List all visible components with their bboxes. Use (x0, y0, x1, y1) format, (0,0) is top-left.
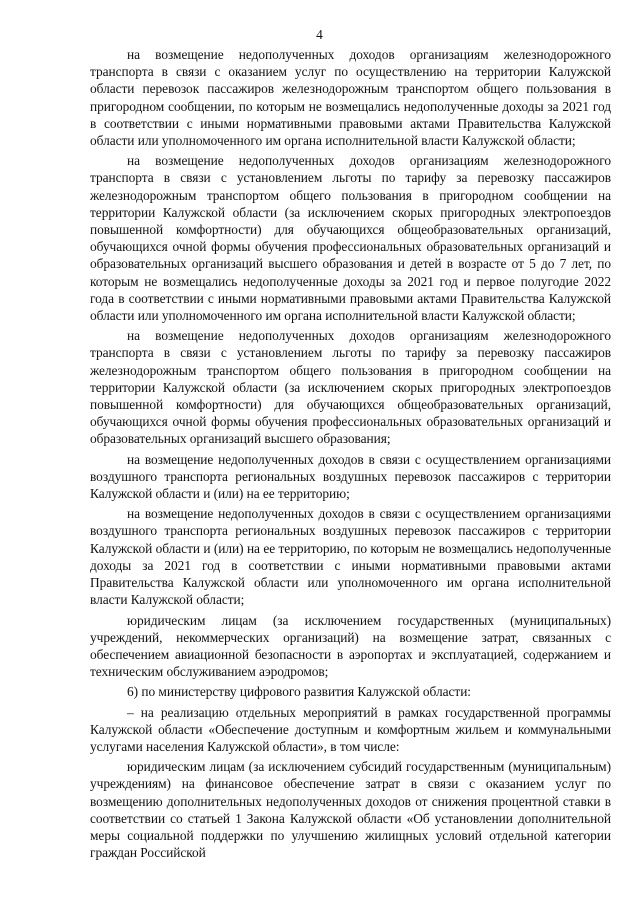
paragraph-rail-student-benefit: на возмещение недополученных доходов организациям железнодорожного транспорта в связи с установлением льготы по тарифу за перевозку пассажиров железнодорожным транспортом общего пользования в пригородном сообщении на территории Калужской области (за исключением скорых пригородных электропоездов повышенной комфортности) для обучающихся общеобразовательных организаций, обучающихся очной формы обучения профессиональных образовательных организаций и образовательных организаций высшего образования; (90, 328, 611, 447)
paragraph-aviation-security-airports: юридическим лицам (за исключением государственных (муниципальных) учреждений, некоммерческих организаций) на возмещение затрат, связанных с обеспечением авиационной безопасности в аэропортах и эксплуатацией, содержанием и техническим обслуживанием аэродромов; (90, 612, 611, 680)
paragraph-rail-suburban-revenue-2021: на возмещение недополученных доходов организациям железнодорожного транспорта в связи с оказанием услуг по осуществлению на территории Калужской области перевозок пассажиров железнодорожным транспортом общего пользования в пригородном сообщении, по которым не возмещались недополученные доходы за 2021 год в соответствии с иными нормативными правовыми актами Правительства Калужской области или уполномоченного им органа исполнительной власти Калужской области; (90, 47, 611, 149)
document-body (90, 46, 611, 861)
page-number: 4 (316, 27, 323, 42)
paragraph-air-regional-transport: на возмещение недополученных доходов в связи с осуществлением организациями воздушного транспорта региональных воздушных перевозок пассажиров с территории Калужской области и (или) на ее территорию; (90, 451, 611, 502)
paragraph-air-regional-transport-2021: на возмещение недополученных доходов в связи с осуществлением организациями воздушного транспорта региональных воздушных перевозок пассажиров с территории Калужской области и (или) на ее территорию, по которым не возмещались недополученные доходы за 2021 год в соответствии с иными нормативными правовыми актами Правительства Калужской области или уполномоченного им органа исполнительной власти Калужской области; (90, 506, 611, 608)
paragraph-rail-student-child-benefit-2021-2022: на возмещение недополученных доходов организациям железнодорожного транспорта в связи с установлением льготы по тарифу за перевозку пассажиров железнодорожным транспортом общего пользования в пригородном сообщении на территории Калужской области (за исключением скорых пригородных электропоездов повышенной комфортности) для обучающихся общеобразовательных организаций, обучающихся очной формы обучения профессиональных образовательных организаций и образовательных организаций высшего образования и детей в возрасте от 5 до 7 лет, по которым не возмещались недополученные доходы за 2021 год и первое полугодие 2022 года в соответствии с иными нормативными правовыми актами Правительства Калужской области или уполномоченного им органа исполнительной власти Калужской области; (90, 153, 611, 324)
paragraph-ministry-digital-development: 6) по министерству цифрового развития Калужской области: (127, 684, 471, 700)
paragraph-legal-entities-interest-rate: юридическим лицам (за исключением субсидий государственным (муниципальным) учреждениям) на финансовое обеспечение затрат в связи с оказанием услуг по возмещению дополнительных недополученных доходов от снижения процентной ставки в соответствии со статьей 1 Закона Калужской области «Об установлении дополнительной меры социальной поддержки по улучшению жилищных условий отдельной категории граждан Российской (90, 759, 611, 861)
paragraph-housing-program: – на реализацию отдельных мероприятий в рамках государственной программы Калужской области «Обеспечение доступным и комфортным жильем и коммунальными услугами населения Калужской области», в том числе: (90, 704, 611, 754)
